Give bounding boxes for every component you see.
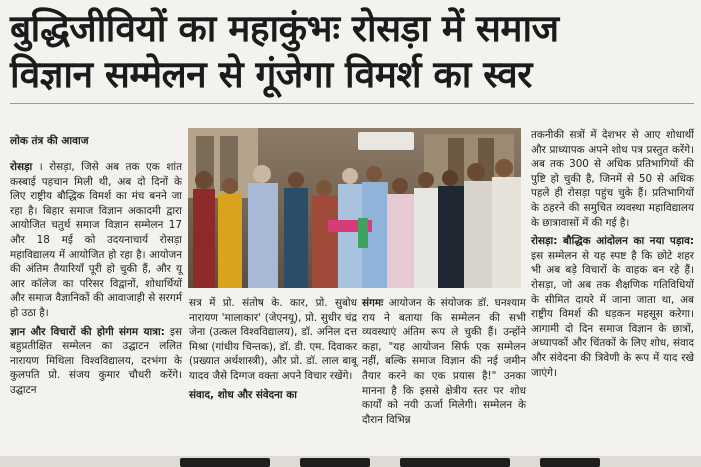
sub-heading: ज्ञान और विचारों की होगी संगम यात्रा: bbox=[10, 325, 165, 338]
speakers-paragraph: सत्र में प्रो. संतोष के. कार, प्रो. सुबोध नारायण 'मालाकार' (जेएनयू), प्रो. सुधीर चंद्र जेना (उत्कल विश्वविद्यालय), डॉ. अनिल दत्त मिश्रा (गांधीय चिन्तक), डॉ. डी. एम. दिवाकर (प्रख्यात अर्थशास्त्री), और प्रो. डॉ. लाल बाबू यादव जैसे दिग्गज वक्ता अपने विचार रखेंगे। bbox=[189, 297, 357, 382]
sub-heading: संवाद, शोध और संवेदना का bbox=[189, 388, 297, 401]
event-photo bbox=[188, 128, 521, 288]
event-photo-illustration bbox=[188, 128, 521, 288]
next-headline-fragment bbox=[180, 458, 270, 467]
lead-text: । रोसड़ा, जिसे अब तक एक शांत कस्बाई पहचान मिली थी, अब दो दिनों के लिए राष्ट्रीय बौद्धिक विमर्श का मंच बनने जा रहा है। बिहार समाज विज्ञान अकादमी द्वारा आयोजित चतुर्थ समाज विज्ञान सम्मेलन 17 और 18 मई को उदयनाचार्य रोसड़ा महाविद्यालय में आयोजित हो रहा है। आयोजन की अंतिम तैयारियाँ पूरी हो चुकी हैं, और यू आर कॉलेज का परिसर विद्वानों, शोधार्थियों और समाज वैज्ञानिकों की आवाजाही से सरगर्म हो उठा है। bbox=[10, 161, 182, 319]
section-text: इस बहुप्रतीक्षित सम्मेलन का उद्घाटन ललित नारायण मिथिला विश्वविद्यालय, दरभंगा के कुलपति प्रो. संजय कुमार चौधरी करेंगे। उद्घाटन bbox=[10, 325, 182, 396]
sub-heading-label: संगमः bbox=[362, 297, 384, 309]
lead-paragraph bbox=[10, 160, 182, 321]
article-column-3 bbox=[362, 296, 526, 427]
byline: लोक तंत्र की आवाज bbox=[10, 135, 89, 147]
section-paragraph bbox=[10, 325, 182, 398]
headline-line-2: विज्ञान सम्मेलन से गूंजेगा विमर्श का स्वर bbox=[10, 53, 532, 96]
article-column-1 bbox=[10, 160, 182, 398]
next-article-strip bbox=[0, 456, 701, 467]
organizer-text: आयोजन के संयोजक डॉ. घनश्याम राय ने बताया कि सम्मेलन की सभी व्यवस्थाएं अंतिम रूप ले चुकी हैं। उन्होंने कहा, "यह आयोजन सिर्फ एक सम्मेलन नहीं, बल्कि समाज विज्ञान की नई जमीन तैयार करने का एक प्रयास है!" उनका मानना है कि इससे क्षेत्रीय स्तर पर शोध कार्यों को नयी ऊर्जा मिलेगी। सम्मेलन के दौरान विभिन्न bbox=[362, 297, 526, 426]
article-column-4 bbox=[531, 128, 694, 380]
closing-paragraph bbox=[531, 234, 694, 380]
headline-divider bbox=[10, 103, 694, 104]
dateline: रोसड़ा bbox=[10, 161, 33, 173]
sub-heading: रोसड़ा: बौद्धिक आंदोलन का नया पड़ाव: bbox=[531, 235, 694, 248]
next-headline-fragment bbox=[300, 458, 370, 467]
next-headline-fragment bbox=[540, 458, 600, 467]
organizer-paragraph bbox=[362, 296, 526, 427]
headline-line-1: बुद्धिजीवियों का महाकुंभः रोसड़ा में समाज bbox=[10, 7, 559, 50]
sessions-paragraph: तकनीकी सत्रों में देशभर से आए शोधार्थी और प्राध्यापक अपने शोध पत्र प्रस्तुत करेंगे। अब तक 300 से अधिक प्रतिभागियों की पुष्टि हो चुकी है, जिनमें से 50 से अधिक पहले ही रोसड़ा पहुंच चुके हैं। प्रतिभागियों के ठहरने की समुचित व्यवस्था महाविद्यालय के छात्रावासों में की गई है। bbox=[531, 129, 694, 229]
headline bbox=[10, 6, 690, 98]
closing-text: इस सम्मेलन से यह स्पष्ट है कि छोटे शहर भी अब बड़े विचारों के वाहक बन रहे हैं। रोसड़ा, जो अब तक शैक्षणिक गतिविधियों के सीमित दायरे में जाना जाता था, अब राष्ट्रीय विमर्श की धड़कन महसूस करेगा। आगामी दो दिन समाज विज्ञान के छात्रों, अध्यापकों और चिंतकों के लिए शोध, संवाद और संवेदना की त्रिवेणी के रूप में याद रखे जाएंगे। bbox=[531, 249, 694, 379]
article-column-2 bbox=[189, 296, 357, 402]
next-headline-fragment bbox=[400, 458, 510, 467]
